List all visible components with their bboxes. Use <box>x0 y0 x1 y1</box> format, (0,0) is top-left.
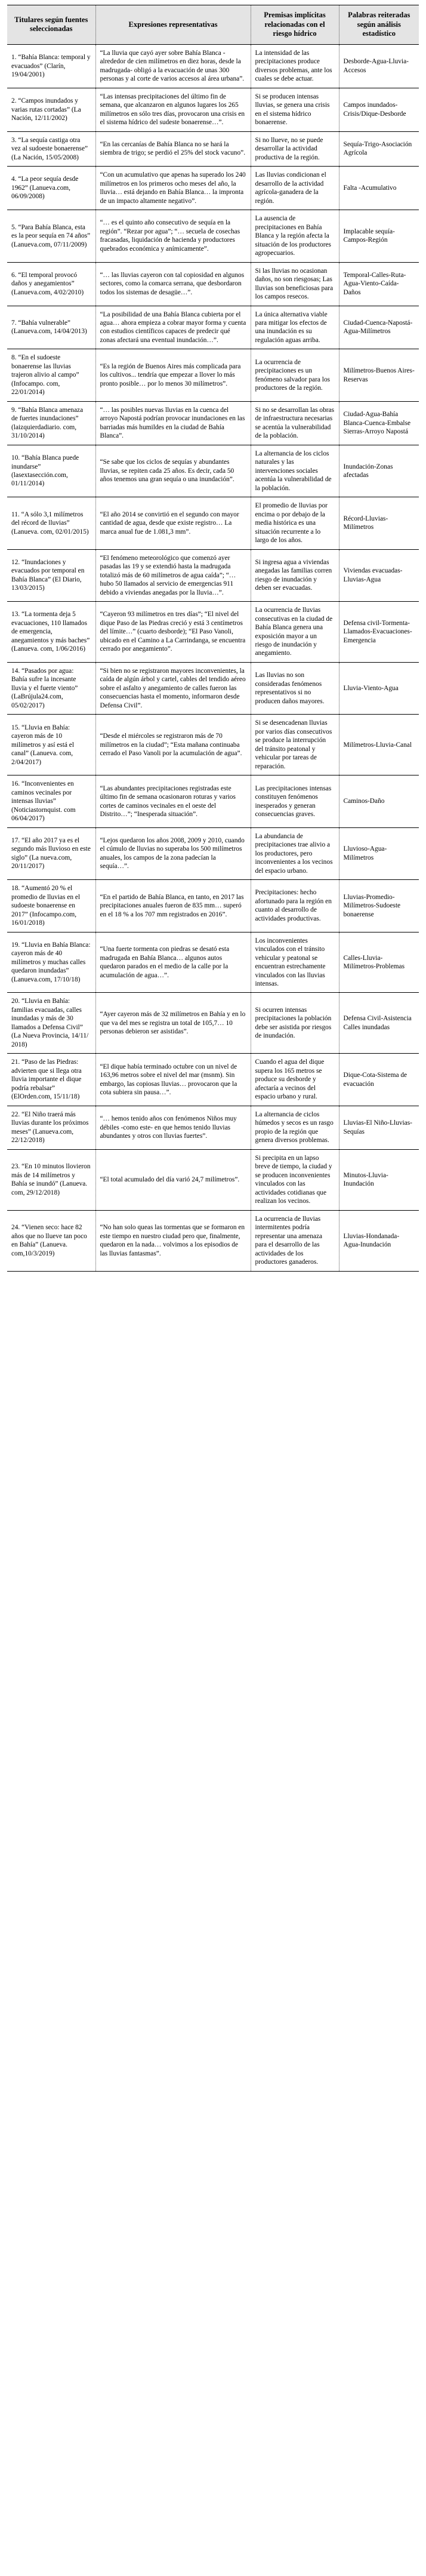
table-body <box>7 44 419 1271</box>
cell-premisa: Las precipitaciones intensas constituyen fenómenos inesperados y generan consecuencias graves. <box>251 775 339 827</box>
cell-expresion: “Con un acumulativo que apenas ha superado los 240 milímetros en los primeros ocho meses del año, la lluvia… está dejando en Bahía Blanca… la impronta de un impacto altamente negativo”. <box>95 167 251 210</box>
cell-titular: 8. “En el sudoeste bonaerense las lluvias trajeron alivio al campo” (Infocampo. com, 22/01/2014) <box>7 349 95 401</box>
cell-titular: 14. “Pasados por agua: Bahía sufre la incesante lluvia y el fuerte viento” (LaBrújula24.com, 05/02/2017) <box>7 662 95 714</box>
cell-titular: 18. “Aumentó 20 % el promedio de lluvias en el sudoeste bonaerense en 2017” (Infocampo.com, 16/01/2018) <box>7 880 95 932</box>
cell-premisa: La alternancia de ciclos húmedos y secos es un rasgo propio de la región que genera diversos problemas. <box>251 1106 339 1149</box>
table-row <box>7 993 419 1054</box>
table-row <box>7 262 419 306</box>
cell-palabras: Caminos-Daño <box>339 775 419 827</box>
table-row <box>7 549 419 601</box>
table-row <box>7 1054 419 1106</box>
table-row <box>7 167 419 210</box>
cell-titular: 3. “La sequía castiga otra vez al sudoeste bonaerense” (La Nación, 15/05/2008) <box>7 131 95 166</box>
cell-expresion: “Las intensas precipitaciones del último fin de semana, que alcanzaron en algunos lugares los 265 milímetros en sólo tres días, provocaron una crisis en el sistema hídrico del sudeste bonaerense…”. <box>95 88 251 131</box>
cell-titular: 10. “Bahía Blanca puede inundarse” (lasextasección.com, 01/11/2014) <box>7 445 95 497</box>
cell-premisa: La abundancia de precipitaciones trae alivio a los productores, pero inconvenientes a los vecinos del espacio urbano. <box>251 827 339 879</box>
cell-palabras: Inundación-Zonas afectadas <box>339 445 419 497</box>
cell-expresion: “Desde el miércoles se registraron más de 70 milímetros en la ciudad”; “Esta mañana continuaba cerrado el Paso Vanoli por la acumulación de agua”. <box>95 715 251 775</box>
cell-expresion: “Ayer cayeron más de 32 milímetros en Bahía y en lo que va del mes se registra un total de 105,7… 10 personas debieron ser asistidas”. <box>95 993 251 1054</box>
cell-expresion: “La posibilidad de una Bahía Blanca cubierta por el agua… ahora empieza a cobrar mayor forma y cuenta con estudios científicos capaces de predecir qué zonas afectará una eventual inundación…”. <box>95 306 251 349</box>
column-header-titulares: Titulares según fuentes seleccionadas <box>7 5 95 45</box>
cell-palabras: Falta -Acumulativo <box>339 167 419 210</box>
table-row <box>7 1210 419 1271</box>
cell-premisa: La intensidad de las precipitaciones produce diversos problemas, ante los cuales se debe actuar. <box>251 44 339 88</box>
cell-palabras: Implacable sequía-Campos-Región <box>339 210 419 262</box>
cell-titular: 22. “El Niño traerá más lluvias durante los próximos meses” (Lanueva.com, 22/12/2018) <box>7 1106 95 1149</box>
table-row <box>7 602 419 663</box>
cell-expresion: “El dique había terminado octubre con un nivel de 163,96 metros sobre el nivel del mar (msnm). Sin embargo, las copiosas lluvias… provocaron que la cota subiera sin pausa…”. <box>95 1054 251 1106</box>
cell-premisa: La ocurrencia de lluvias consecutivas en la ciudad de Bahía Blanca genera una exposición mayor a un riesgo de inundación y anegamiento. <box>251 602 339 663</box>
cell-expresion: “Una fuerte tormenta con piedras se desató esta madrugada en Bahía Blanca… algunos autos quedaron parados en el medio de la calle por la acumulación de agua…”. <box>95 932 251 993</box>
table-row <box>7 827 419 879</box>
cell-premisa: Si las lluvias no ocasionan daños, no son riesgosas; Las lluvias son beneficiosas para los campos resecos. <box>251 262 339 306</box>
cell-titular: 6. “El temporal provocó daños y anegamientos” (Lanueva.com, 4/02/2010) <box>7 262 95 306</box>
cell-premisa: La alternancia de los ciclos naturales y las intervenciones sociales acentúa la vulnerabilidad de la población. <box>251 445 339 497</box>
table-row <box>7 1149 419 1210</box>
cell-titular: 23. “En 10 minutos llovieron más de 14 milímetros y Bahía se inundó” (Lanueva. com, 29/12/2018) <box>7 1149 95 1210</box>
table-row <box>7 932 419 993</box>
cell-premisa: Si ingresa agua a viviendas anegadas las familias corren riesgo de inundación y deben ser evacuadas. <box>251 549 339 601</box>
cell-premisa: Si se producen intensas lluvias, se genera una crisis en el sistema hídrico bonaerense. <box>251 88 339 131</box>
table-row <box>7 306 419 349</box>
cell-palabras: Lluvias-Promedio-Milímetros-Sudoeste bonaerense <box>339 880 419 932</box>
cell-titular: 11. “A sólo 3,1 milímetros del récord de lluvias” (Lanueva. com, 02/01/2015) <box>7 497 95 549</box>
cell-expresion: “No han solo queas las tormentas que se formaron en este tiempo en nuestro ciudad pero que, finalmente, quedaron en la nada… volvimos a los episodios de las lluvias fantasmas”. <box>95 1210 251 1271</box>
cell-premisa: Si no llueve, no se puede desarrollar la actividad productiva de la región. <box>251 131 339 166</box>
cell-expresion: “… las posibles nuevas lluvias en la cuenca del arroyo Napostá podrían provocar inundaciones en las barriadas más humildes en la ciudad de Bahía Blanca”. <box>95 401 251 445</box>
cell-palabras: Defensa civil-Tormenta-Llamados-Evacuaciones-Emergencia <box>339 602 419 663</box>
table-row <box>7 497 419 549</box>
headlines-analysis-table <box>7 5 419 1272</box>
table-row <box>7 349 419 401</box>
column-header-palabras: Palabras reiteradas según análisis estadístico <box>339 5 419 45</box>
cell-palabras: Ciudad-Cuenca-Napostá-Agua-Milímetros <box>339 306 419 349</box>
cell-palabras: Ciudad-Agua-Bahía Blanca-Cuenca-Embalse Sierras-Arroyo Napostá <box>339 401 419 445</box>
cell-premisa: Las lluvias no son consideradas fenómenos representativos si no producen daños mayores. <box>251 662 339 714</box>
cell-expresion: “Si bien no se registraron mayores inconvenientes, la caída de algún árbol y cartel, cables del tendido aéreo sobre el asfalto y anegamiento de calles fueron las consecuencias hasta el momento, informaron desde Defensa Civil”. <box>95 662 251 714</box>
cell-titular: 4. “La peor sequía desde 1962” (Lanueva.com, 06/09/2008) <box>7 167 95 210</box>
cell-titular: 24. “Vienen seco: hace 82 años que no llueve tan poco en Bahía” (Lanueva. com,10/3/2019) <box>7 1210 95 1271</box>
table-row <box>7 662 419 714</box>
cell-palabras: Milímetros-Lluvia-Canal <box>339 715 419 775</box>
cell-titular: 17. “El año 2017 ya es el segundo más lluvioso en este siglo” (La nueva.com, 20/11/2017) <box>7 827 95 879</box>
cell-premisa: Los inconvenientes vinculados con el tránsito vehicular y peatonal se encuentran estrechamente vinculados con las lluvias intensas. <box>251 932 339 993</box>
cell-expresion: “Cayeron 93 milímetros en tres días”; “El nivel del dique Paso de las Piedras creció y está 3 centímetros del límite…” (cuarto desborde); “El Paso Vanoli, ubicado en el Camino a La Carrindanga, se encuentra cerrado por anegamiento”. <box>95 602 251 663</box>
cell-palabras: Temporal-Calles-Ruta-Agua-Viento-Caída-Daños <box>339 262 419 306</box>
cell-titular: 2. “Campos inundados y varias rutas cortadas” (La Nación, 12/11/2002) <box>7 88 95 131</box>
cell-palabras: Lluvias-El Niño-Lluvias-Sequías <box>339 1106 419 1149</box>
cell-premisa: Si no se desarrollan las obras de infraestructura necesarias se acentúa la vulnerabilidad de la población. <box>251 401 339 445</box>
cell-palabras: Lluvias-Hondanada-Agua-Inundación <box>339 1210 419 1271</box>
cell-palabras: Récord-Lluvias-Milímetros <box>339 497 419 549</box>
cell-titular: 16. “Inconvenientes en caminos vecinales por intensas lluvias” (Noticiastornquist. com 06/04/2017) <box>7 775 95 827</box>
cell-palabras: Sequía-Trigo-Asociación Agrícola <box>339 131 419 166</box>
cell-palabras: Viviendas evacuadas-Lluvias-Agua <box>339 549 419 601</box>
cell-titular: 7. “Bahía vulnerable” (Lanueva.com, 14/04/2013) <box>7 306 95 349</box>
cell-expresion: “… las lluvias cayeron con tal copiosidad en algunos sectores, como la comarca serrana, que desbordaron todos los sistemas de desagüe…”. <box>95 262 251 306</box>
table-row <box>7 445 419 497</box>
cell-expresion: “La lluvia que cayó ayer sobre Bahía Blanca -alrededor de cien milímetros en diez horas, desde la madrugada- obligó a la evacuación de unas 300 personas y al corte de varios accesos al área urbana”. <box>95 44 251 88</box>
column-header-premisas: Premisas implícitas relacionadas con el riesgo hídrico <box>251 5 339 45</box>
table-row <box>7 775 419 827</box>
cell-expresion: “En las cercanías de Bahía Blanca no se hará la siembra de trigo; se perdió el 25% del stock vacuno”. <box>95 131 251 166</box>
cell-expresion: “En el partido de Bahía Blanca, en tanto, en 2017 las precipitaciones anuales fueron de 835 mm… superó en el 18 % a los 707 mm registrados en 2016”. <box>95 880 251 932</box>
cell-titular: 1. “Bahía Blanca: temporal y evacuados” (Clarín, 19/04/2001) <box>7 44 95 88</box>
cell-expresion: “Las abundantes precipitaciones registradas este último fin de semana ocasionaron roturas y varios cortes de caminos vecinales en el oeste del Distrito…”; “Inesperada situación”. <box>95 775 251 827</box>
cell-titular: 15. “Lluvia en Bahía: cayeron más de 10 milímetros y así está el canal” (Lanueva. com, 2/04/2017) <box>7 715 95 775</box>
cell-expresion: “… hemos tenido años con fenómenos Niños muy débiles -como este- en que hemos tenido lluvias abundantes y otros con lluvias fuertes”. <box>95 1106 251 1149</box>
table-row <box>7 401 419 445</box>
cell-palabras: Dique-Cota-Sistema de evacuación <box>339 1054 419 1106</box>
cell-premisa: Si se desencadenan lluvias por varios días consecutivos se produce la interrupción del tránsito peatonal y vehicular por tareas de reparación. <box>251 715 339 775</box>
cell-expresion: “El total acumulado del día varió 24,7 milímetros”. <box>95 1149 251 1210</box>
cell-palabras: Lluvioso-Agua-Milímetros <box>339 827 419 879</box>
cell-palabras: Defensa Civil-Asistencia Calles inundadas <box>339 993 419 1054</box>
cell-titular: 20. “Lluvia en Bahía: familias evacuadas, calles inundadas y más de 30 llamados a Defensa Civil” (La Nueva Provincia, 14/11/ 2018) <box>7 993 95 1054</box>
table-row <box>7 715 419 775</box>
cell-premisa: La única alternativa viable para mitigar los efectos de una inundación es su regulación aguas arriba. <box>251 306 339 349</box>
table-container <box>0 5 426 1272</box>
table-row <box>7 880 419 932</box>
cell-titular: 19. “Lluvia en Bahía Blanca: cayeron más de 40 milímetros y muchas calles quedaron inundadas” (Lanueva.com, 17/10/18) <box>7 932 95 993</box>
cell-expresion: “Se sabe que los ciclos de sequías y abundantes lluvias, se repiten cada 25 años. Es decir, cada 50 años tenemos una gran sequía o una inundación”. <box>95 445 251 497</box>
cell-palabras: Calles-Lluvia-Milímetros-Problemas <box>339 932 419 993</box>
cell-expresion: “El año 2014 se convirtió en el segundo con mayor cantidad de agua, desde que existe registro… La marca anual fue de 1.081,3 mm”. <box>95 497 251 549</box>
table-row <box>7 1106 419 1149</box>
cell-premisa: Las lluvias condicionan el desarrollo de la actividad agrícola-ganadera de la región. <box>251 167 339 210</box>
cell-titular: 5. “Para Bahía Blanca, esta es la peor sequía en 74 años” (Lanueva.com, 07/11/2009) <box>7 210 95 262</box>
cell-premisa: La ocurrencia de lluvias intermitentes podría representar una amenaza para el desarrollo de las actividades de los productores ganaderos. <box>251 1210 339 1271</box>
cell-premisa: La ocurrencia de precipitaciones es un fenómeno salvador para los productores de la región. <box>251 349 339 401</box>
column-header-expresiones: Expresiones representativas <box>95 5 251 45</box>
table-row <box>7 131 419 166</box>
cell-premisa: Cuando el agua del dique supera los 165 metros se produce su desborde y afectaría a vecinos del espacio urbano y rural. <box>251 1054 339 1106</box>
cell-titular: 12. “Inundaciones y evacuados por temporal en Bahía Blanca” (El Diario, 13/03/2015) <box>7 549 95 601</box>
cell-titular: 21. “Paso de las Piedras: advierten que si llega otra lluvia importante el dique podría rebalsar” (ElOrden.com, 15/11/18) <box>7 1054 95 1106</box>
cell-expresion: “… es el quinto año consecutivo de sequía en la región”. “Rezar por agua”; “… secuela de cosechas fracasadas, liquidación de hacienda y productores quebrados económica y anímicamente”. <box>95 210 251 262</box>
cell-palabras: Minutos-Lluvia-Inundación <box>339 1149 419 1210</box>
cell-premisa: El promedio de lluvias por encima o por debajo de la media histórica es una situación recurrente a lo largo de los años. <box>251 497 339 549</box>
table-row <box>7 44 419 88</box>
cell-expresion: “Lejos quedaron los años 2008, 2009 y 2010, cuando el cúmulo de lluvias no superaba los 500 milímetros anuales, los campos de la zona padecían la sequía…”. <box>95 827 251 879</box>
cell-palabras: Desborde-Agua-Lluvia-Accesos <box>339 44 419 88</box>
cell-premisa: Si precipita en un lapso breve de tiempo, la ciudad y se producen inconvenientes vinculados con las actividades cotidianas que realizan los vecinos. <box>251 1149 339 1210</box>
cell-premisa: Precipitaciones: hecho afortunado para la región en cuanto al desarrollo de actividades productivas. <box>251 880 339 932</box>
cell-titular: 13. “La tormenta deja 5 evacuaciones, 110 llamados de emergencia, anegamientos y más baches” (Lanueva. com, 1/06/2016) <box>7 602 95 663</box>
cell-expresion: “Es la región de Buenos Aires más complicada para los cultivos... tendría que empezar a llover lo más pronto posible… por lo menos 30 milímetros”. <box>95 349 251 401</box>
cell-premisa: La ausencia de precipitaciones en Bahía Blanca y la región afecta la situación de los productores agropecuarios. <box>251 210 339 262</box>
cell-titular: 9. “Bahía Blanca amenaza de fuertes inundaciones” (laizquierdadiario. com, 31/10/2014) <box>7 401 95 445</box>
cell-palabras: Milímetros-Buenos Aires-Reservas <box>339 349 419 401</box>
cell-palabras: Campos inundados-Crisis/Dique-Desborde <box>339 88 419 131</box>
cell-palabras: Lluvia-Viento-Agua <box>339 662 419 714</box>
table-row <box>7 88 419 131</box>
table-header <box>7 5 419 45</box>
cell-premisa: Si ocurren intensas precipitaciones la población debe ser asistida por riesgos de inundación. <box>251 993 339 1054</box>
cell-expresion: “El fenómeno meteorológico que comenzó ayer pasadas las 19 y se extendió hasta la madrugada totalizó más de 60 milímetros de agua caída”; “… hubo 50 llamados al servicio de emergencias 911 debido a viviendas anegadas por la lluvia…”. <box>95 549 251 601</box>
table-header-row <box>7 5 419 45</box>
table-row <box>7 210 419 262</box>
